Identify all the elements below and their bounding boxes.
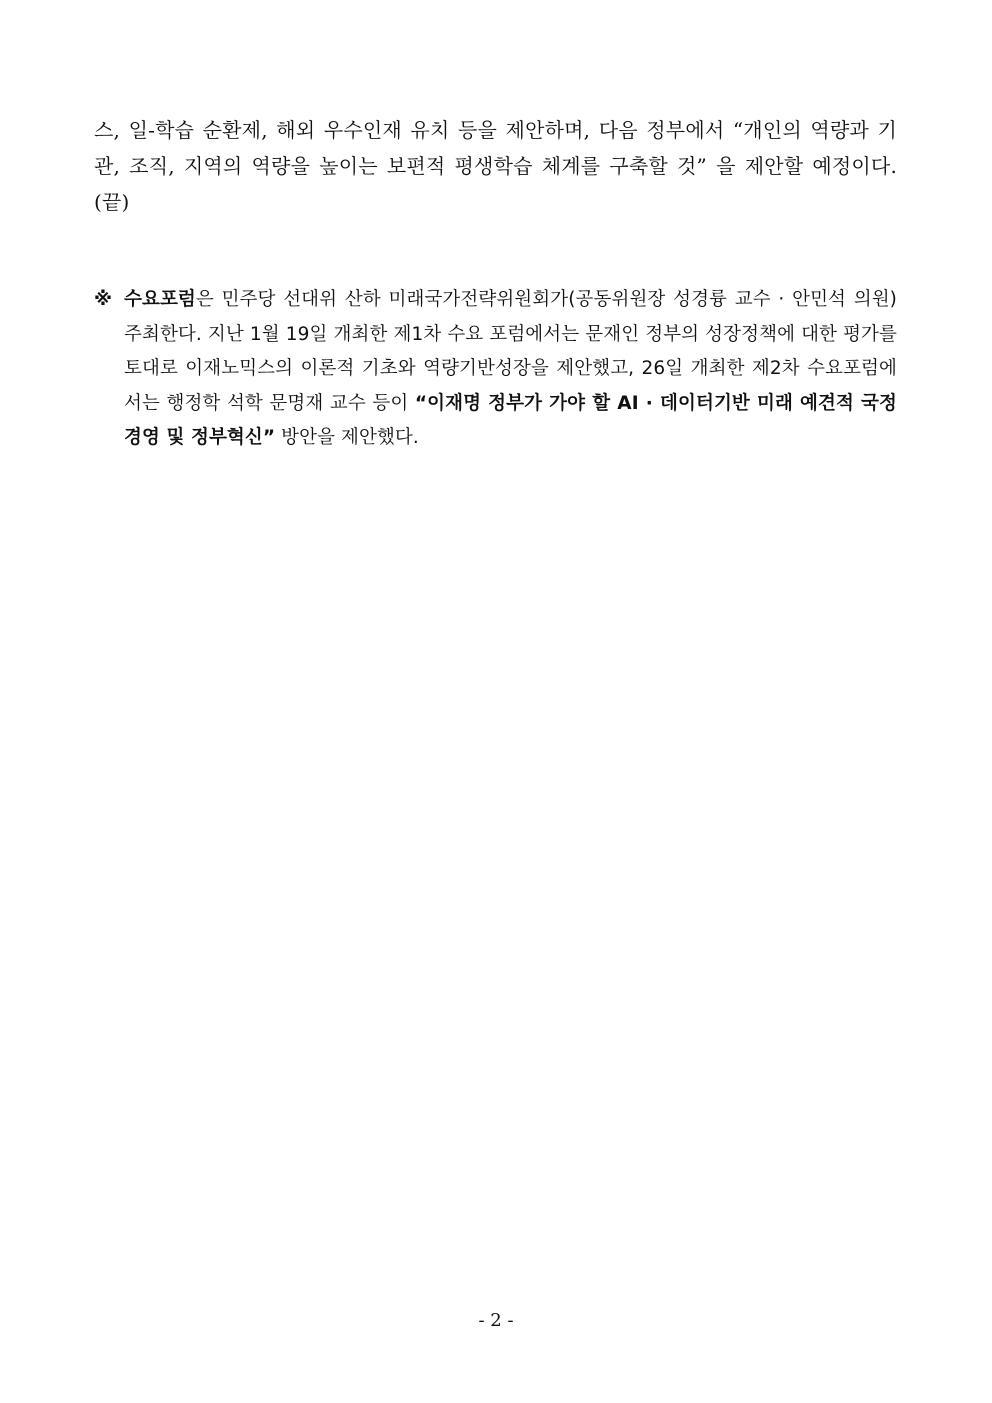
- body-paragraph-text: 스, 일-학습 순환제, 해외 우수인재 유치 등을 제안하며, 다음 정부에서 “개인의 역량과 기관, 조직, 지역의 역량을 높이는 보편적 평생학습 체계를 구축할 것” 을 제안할 예정이다. (끝): [94, 118, 897, 214]
- reference-mark-icon: ※: [94, 289, 112, 310]
- forum-topic-title: “이재명 정부가 가야 할 AI · 데이터기반 미래 예견적 국정경영 및 정부혁신”: [124, 392, 898, 448]
- body-paragraph: [94, 112, 897, 220]
- page-number: - 2 -: [478, 1310, 514, 1331]
- forum-name: 수요포럼: [124, 289, 196, 310]
- footnote-body: [124, 283, 897, 456]
- footnote: [94, 283, 897, 456]
- footnote-text-end: 방안을 제안했다.: [275, 427, 419, 448]
- footnote-text: 은 민주당 선대위 산하 미래국가전략위원회가(공동위원장 성경륭 교수 · 안민석 의원) 주최한다. 지난 1월 19일 개최한 제1차 수요 포럼에서는 문재인 정부의 성장정책에 대한 평가를 토대로 이재노믹스의 이론적 기초와 역량기반성장을 제안했고, 26일 개최한 제2차 수요포럼에서는 행정학 석학 문명재 교수 등이: [124, 289, 897, 414]
